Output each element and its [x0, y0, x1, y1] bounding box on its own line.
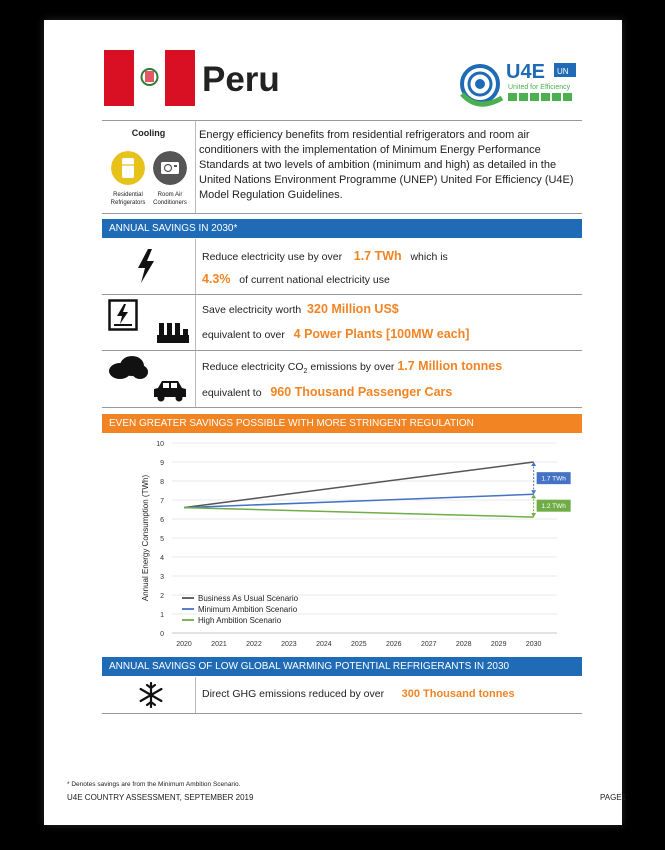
footer-left: U4E COUNTRY ASSESSMENT, SEPTEMBER 2019 — [67, 793, 254, 802]
x-tick-label: 2024 — [316, 641, 332, 648]
snowflake-icon — [138, 682, 164, 708]
legend-entry: Minimum Ambition Scenario — [198, 605, 298, 614]
y-tick-label: 4 — [160, 555, 164, 562]
air-conditioner-icon — [153, 151, 187, 185]
annual-savings-banner: ANNUAL SAVINGS IN 2030* — [102, 219, 582, 238]
peru-flag-icon — [104, 50, 195, 106]
ghg-savings-value: 300 Thousand tonnes — [401, 688, 515, 700]
intro-section — [102, 120, 582, 214]
x-tick-label: 2027 — [420, 641, 437, 648]
y-tick-label: 10 — [156, 441, 164, 448]
svg-text:United for Efficiency: United for Efficiency — [508, 84, 571, 91]
legend-entry: High Ambition Scenario — [198, 616, 282, 625]
page-number: PAGE1 — [600, 793, 627, 802]
x-tick-label: 2028 — [455, 641, 472, 648]
cooling-label: Cooling — [131, 128, 166, 138]
y-tick-label: 9 — [160, 460, 164, 467]
refrigerator-icon — [111, 151, 145, 185]
stringent-regulation-banner: EVEN GREATER SAVINGS POSSIBLE WITH MORE STRINGENT REGULATION — [102, 414, 582, 433]
annotation-label: 1.7 TWh — [541, 475, 566, 483]
intro-text: Energy efficiency benefits from residential refrigerators and room air conditioners with the implementation of Minimum Energy Performance Standards at two levels of ambition (minimum and high) as detailed in the United Nations Environment Programme (UNEP) United For Efficiency (U4E) Model Regulation Guidelines. — [199, 129, 574, 201]
x-tick-label: 2026 — [386, 641, 402, 648]
passenger-cars-value: 960 Thousand Passenger Cars — [270, 385, 453, 399]
y-tick-label: 1 — [160, 612, 164, 619]
co2-row: Reduce electricity $CO_2$ emissions by over 1.7 Million tonnes equivalent to 960 Thousand Passenger Cars — [102, 351, 582, 408]
country-title: Peru — [202, 60, 280, 99]
y-axis-label: Annual Energy Consumption (TWh) — [141, 474, 150, 602]
money-savings-value: 320 Million US$ — [307, 302, 399, 316]
y-tick-label: 3 — [160, 574, 164, 581]
x-tick-label: 2022 — [246, 641, 262, 648]
appliance-panel — [102, 121, 196, 213]
y-tick-label: 6 — [160, 517, 164, 524]
footnote: * Denotes savings are from the Minimum Ambition Scenario. — [67, 781, 241, 788]
electricity-row: Reduce electricity use by over 1.7 TWh which is 4.3% of current national electricity use — [102, 239, 582, 295]
electricity-savings-value: 1.7 TWh — [353, 249, 402, 263]
x-tick-label: 2029 — [490, 641, 507, 648]
legend-entry: Business As Usual Scenario — [198, 594, 299, 603]
y-tick-label: 2 — [160, 593, 164, 600]
x-tick-label: 2030 — [525, 641, 542, 648]
x-tick-label: 2020 — [176, 641, 192, 648]
y-tick-label: 0 — [160, 631, 164, 638]
x-tick-label: 2025 — [351, 641, 367, 648]
cloud-icon — [108, 355, 148, 379]
refrigerant-row: Direct GHG emissions reduced by over 300 Thousand tonnes — [102, 677, 582, 714]
car-icon — [152, 378, 188, 402]
air-conditioner-label: Room Air Conditioners — [153, 192, 187, 206]
annotation-label: 1.2 TWh — [541, 503, 566, 511]
svg-text:UN: UN — [557, 67, 569, 76]
y-tick-label: 8 — [160, 479, 164, 486]
x-tick-label: 2021 — [211, 641, 227, 648]
refrigerants-banner: ANNUAL SAVINGS OF LOW GLOBAL WARMING POTENTIAL REFRIGERANTS IN 2030 — [102, 657, 582, 676]
document-page — [44, 20, 627, 825]
electricity-pct-value: 4.3% — [202, 272, 231, 286]
lightning-bolt-icon — [136, 249, 156, 283]
refrigerator-label: Residential Refrigerators — [110, 192, 146, 206]
energy-consumption-chart — [102, 433, 582, 673]
power-plant-icon — [157, 319, 189, 343]
series-line — [184, 508, 534, 517]
money-row: Save electricity worth 320 Million US$ equivalent to over 4 Power Plants [100MW each] — [102, 295, 582, 351]
y-tick-label: 7 — [160, 498, 164, 505]
power-plants-value: 4 Power Plants [100MW each] — [293, 327, 470, 341]
co2-savings-value: 1.7 Million tonnes — [397, 359, 503, 373]
u4e-logo — [458, 54, 584, 114]
svg-text:U4E: U4E — [506, 61, 545, 83]
x-tick-label: 2023 — [281, 641, 297, 648]
electricity-meter-icon — [108, 299, 138, 331]
y-tick-label: 5 — [160, 536, 164, 543]
